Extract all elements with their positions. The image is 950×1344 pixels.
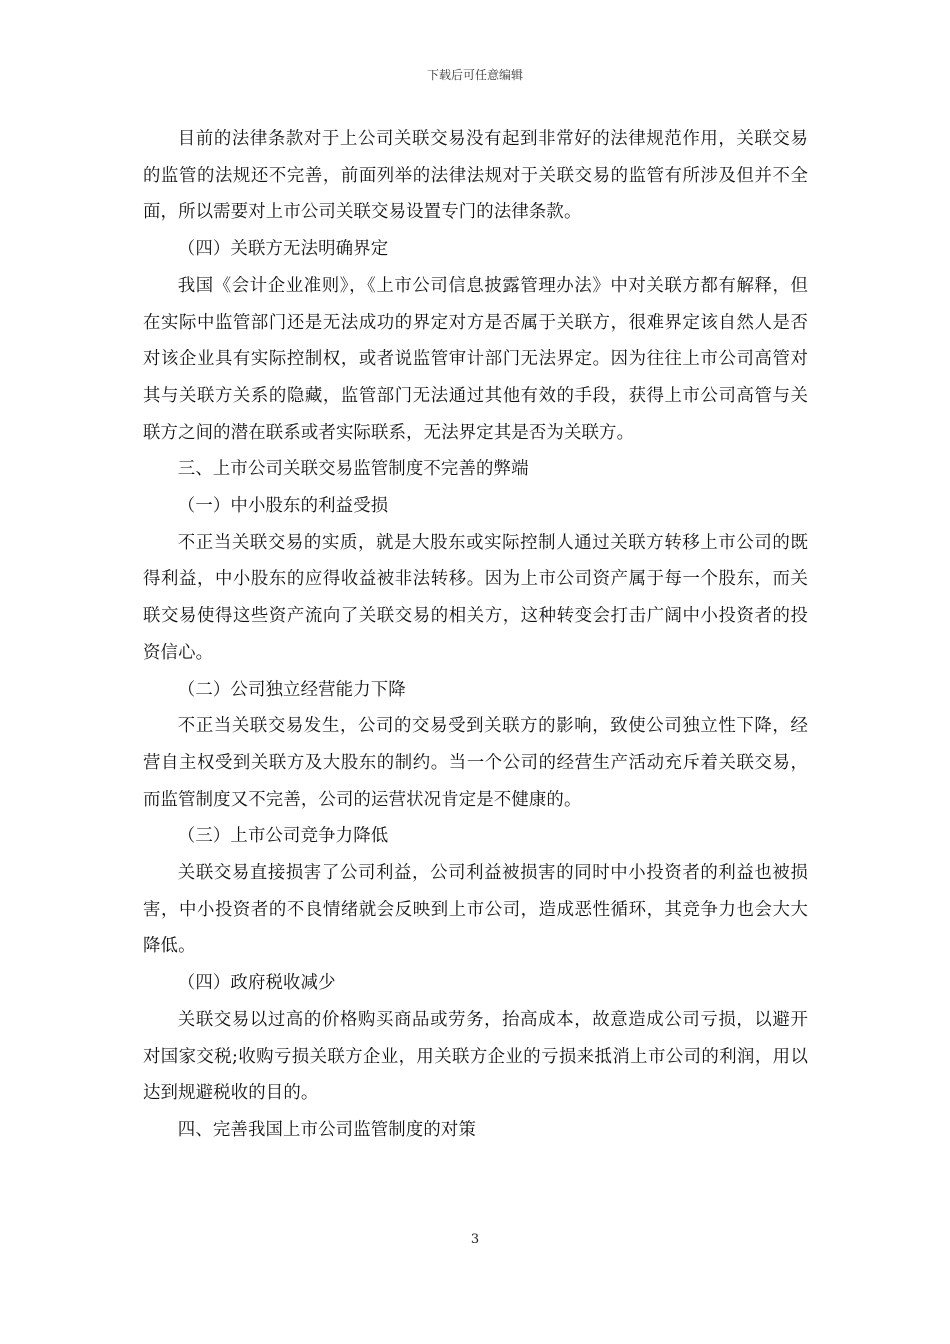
paragraph-competitiveness: 关联交易直接损害了公司利益，公司利益被损害的同时中小投资者的利益也被损害，中小投资者的不良情绪就会反映到上市公司，造成恶性循环，其竞争力也会大大降低。 (143, 863, 808, 957)
subheading-competitiveness: （三）上市公司竞争力降低 (177, 826, 389, 847)
section-heading-countermeasures: 四、完善我国上市公司监管制度的对策 (177, 1119, 476, 1140)
subheading-related-party-undefined: （四）关联方无法明确界定 (177, 239, 389, 260)
paragraph-tax-revenue: 关联交易以过高的价格购买商品或劳务，抬高成本，故意造成公司亏损，以避开对国家交税;收购亏损关联方企业，用关联方企业的亏损来抵消上市公司的利润，用以达到规避税收的目的。 (143, 1009, 808, 1104)
paragraph-legal-provisions: 目前的法律条款对于上公司关联交易没有起到非常好的法律规范作用，关联交易的监管的法规还不完善，前面列举的法律法规对于关联交易的监管有所涉及但并不全面，所以需要对上市公司关联交易设置专门的法律条款。 (143, 129, 808, 223)
page-number: 3 (470, 1232, 480, 1247)
subheading-minority-shareholders: （一）中小股东的利益受损 (177, 496, 389, 517)
paragraph-independence: 不正当关联交易发生，公司的交易受到关联方的影响，致使公司独立性下降，经营自主权受到关联方及大股东的制约。当一个公司的经营生产活动充斥着关联交易，而监管制度又不完善，公司的运营状况肯定是不健康的。 (143, 716, 808, 810)
subheading-tax-revenue: （四）政府税收减少 (177, 973, 336, 994)
paragraph-related-party-definition: 我国《会计企业准则》，《上市公司信息披露管理办法》中对关联方都有解释，但在实际中监管部门还是无法成功的界定对方是否属于关联方，很难界定该自然人是否对该企业具有实际控制权，或者说监管审计部门无法界定。因为往往上市公司高管对其与关联方关系的隐藏，监管部门无法通过其他有效的手段，获得上市公司高管与关联方之间的潜在联系或者实际联系，无法界定其是否为关联方。 (143, 275, 808, 443)
header-note: 下载后可任意编辑 (426, 68, 523, 82)
section-heading-drawbacks: 三、上市公司关联交易监管制度不完善的弊端 (177, 459, 529, 480)
paragraph-minority-shareholders: 不正当关联交易的实质，就是大股东或实际控制人通过关联方转移上市公司的既得利益，中小股东的应得收益被非法转移。因为上市公司资产属于每一个股东，而关联交易使得这些资产流向了关联交易的相关方，这种转变会打击广阔中小投资者的投资信心。 (143, 532, 808, 663)
document-body (143, 121, 808, 1149)
subheading-independence: （二）公司独立经营能力下降 (177, 679, 406, 700)
